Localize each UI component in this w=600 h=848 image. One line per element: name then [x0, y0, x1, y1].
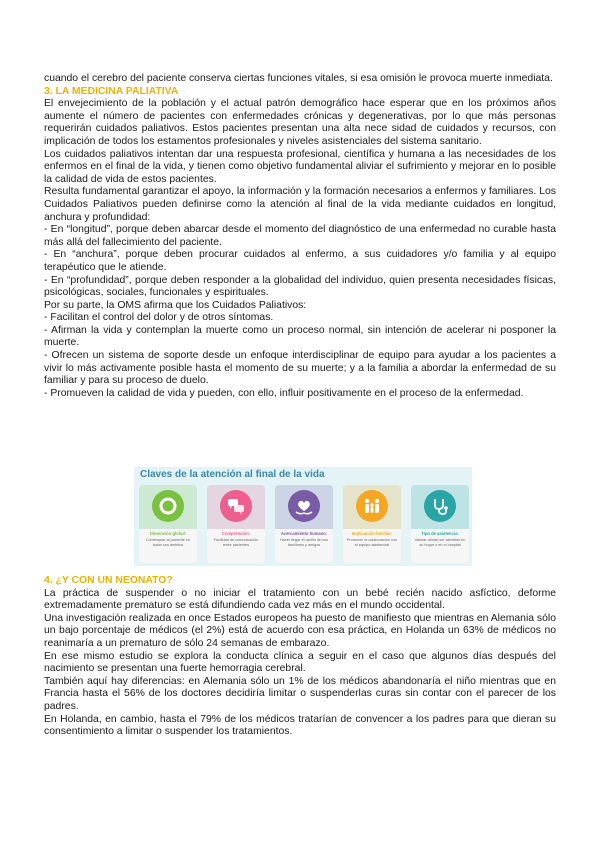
card-comprension: [207, 485, 265, 563]
paragraph: Una investigación realizada en once Estados europeos ha puesto de manifiesto que mientras en Alemania sólo un bajo porcentaje de médicos (el 2%) está de acuerdo con esa práctica, en Holanda un 63% de médicos no reanimaría a un prematuro de sólo 24 semanas de embarazo.: [44, 612, 556, 649]
list-item: - Facilitan el control del dolor y de otros síntomas.: [44, 312, 274, 324]
card-dimension-global: [139, 485, 197, 563]
card-body: [343, 529, 401, 563]
icon-circle: [220, 490, 252, 522]
paragraph: En Holanda, en cambio, hasta el 79% de los médicos tratarían de convencer a los padres para que dieran su consentimiento a limitar o suspender los tratamientos.: [44, 713, 556, 738]
text-block-paliativa: [44, 73, 556, 400]
card-header: [411, 485, 469, 529]
icon-circle: [424, 490, 456, 522]
card-title: Comprensión:: [221, 531, 251, 536]
paragraph: Resulta fundamental garantizar el apoyo, la información y la formación necesarios a enfermos y familiares. Los Cuidados Paliativos pueden definirse como la atención al final de la vida mediante cuidados en longitud, anchura y profundidad:: [44, 186, 556, 223]
infographic-cards: [139, 485, 469, 565]
paragraph: En ese mismo estudio se explora la conducta clínica a seguir en el caso que algunos días después del nacimiento se presentan una fuerte hemorragia cerebral.: [44, 650, 556, 675]
card-body: [411, 529, 469, 563]
card-acercamiento-humano: [275, 485, 333, 563]
card-body: [207, 529, 265, 563]
card-body: [275, 529, 333, 563]
card-title: Acercamiento humano:: [280, 531, 328, 536]
card-header: [139, 485, 197, 529]
card-title: Implicación familiar:: [351, 531, 393, 536]
card-description: Contemplar al paciente en todos sus ámbitos: [145, 538, 191, 547]
card-body: [139, 529, 197, 563]
list-item: - Afirman la vida y contemplan la muerte como un proceso normal, sin intención de acelerar ni posponer la muerte.: [44, 324, 556, 349]
infographic: [134, 467, 472, 566]
speech-bubbles-icon: [226, 496, 246, 516]
paragraph: Por su parte, la OMS afirma que los Cuidados Paliativos:: [44, 299, 307, 311]
family-icon: [362, 496, 382, 516]
card-title: Dimensión global:: [149, 531, 187, 536]
card-header: [207, 485, 265, 529]
heart-hands-icon: [294, 496, 314, 516]
card-implicacion-familiar: [343, 485, 401, 563]
section-heading: 4. ¿Y CON UN NEONATO?: [44, 575, 173, 586]
list-item: - Promueven la calidad de vida y pueden, con ello, influir positivamente en el proceso de la enfermedad.: [44, 387, 524, 399]
paragraph: La práctica de suspender o no iniciar el tratamiento con un bebé recién nacido asfíctico, deforme extremadamente prematuro se está difundiendo cada vez más en el mundo occidental.: [44, 587, 556, 612]
stethoscope-icon: [430, 496, 450, 516]
icon-circle: [356, 490, 388, 522]
paragraph: También aquí hay diferencias: en Alemania sólo un 1% de los médicos abandonaría el niño mientras que en Francia hasta el 56% de los doctores decidiría limitar o suspenderlas curas sin contar con el parecer de los padres.: [44, 675, 556, 712]
paragraph: cuando el cerebro del paciente conserva ciertas funciones vitales, si esa omisión le provoca muerte inmediata.: [44, 73, 553, 84]
card-description: Facilidad de comunicación entre pacientes: [213, 538, 259, 547]
list-item: - En “anchura”, porque deben procurar cuidados al enfermo, a sus cuidadores y/o familia y al equipo terapéutico que le atiende.: [44, 249, 556, 273]
list-item: - En “profundidad”, porque deben responder a la globalidad del individuo, quien presenta necesidades físicas, psicológicas, sociales, funcionales y espirituales.: [44, 274, 556, 299]
list-item: - En “longitud”, porque deben abarcar desde el momento del diagnóstico de una enfermedad no curable hasta más allá del fallecimiento del paciente.: [44, 224, 556, 248]
card-header: [343, 485, 401, 529]
card-description: Hacer llegar el cariño de sus familiares y amigos: [279, 538, 329, 547]
list-item: - Ofrecen un sistema de soporte desde un enfoque interdisciplinar de equipo para ayudar a los pacientes a vivir lo más activamente posible hasta el momento de su muerte; y a la familia a abordar la enfermedad de su familiar y para su proceso de duelo.: [44, 350, 556, 387]
icon-circle: [288, 490, 320, 522]
ring-icon: [158, 496, 178, 516]
card-tipo-de-asistencia: [411, 485, 469, 563]
card-header: [275, 485, 333, 529]
card-description: Promover la colaboración con el equipo asistencial: [346, 538, 398, 547]
card-title: Tipo de asistencia:: [421, 531, 459, 536]
paragraph: El envejecimiento de la población y el actual patrón demográfico hace esperar que en los próximos años aumente el número de pacientes con enfermedades crónicas y degenerativas, por lo que más personas requerirán cuidados paliativos. Estos pacientes presentan una alta nece sidad de cuidados y recursos, con implicación de todos los estamentos profesionales y niveles asistenciales del sistema sanitario.: [44, 98, 556, 147]
text-block-neonato: [44, 575, 556, 739]
card-description: Valorar dónde ser atendido en su hogar o en el hospital: [414, 538, 466, 547]
section-heading: 3. LA MEDICINA PALIATIVA: [44, 85, 179, 97]
icon-circle: [152, 490, 184, 522]
paragraph: Los cuidados paliativos intentan dar una respuesta profesional, científica y humana a las necesidades de los enfermos en el final de la vida, y tienen como objetivo fundamental aliviar el sufrimiento y mejorar en lo posible la calidad de vida de estos pacientes.: [44, 148, 556, 185]
infographic-title: Claves de la atención al final de la vida: [140, 469, 325, 480]
